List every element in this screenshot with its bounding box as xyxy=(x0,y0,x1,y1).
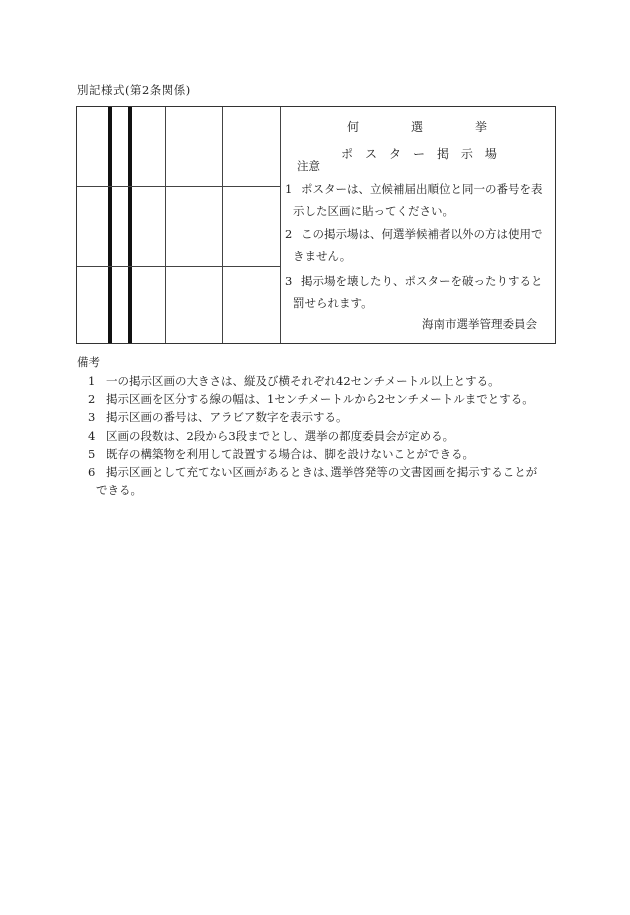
remark-item-number: 6 xyxy=(88,465,96,480)
notice-subtitle-char: ー xyxy=(412,147,425,161)
notice-item-text: この掲示場は、何選挙候補者以外の方は使用で xyxy=(301,227,543,241)
remarks-list xyxy=(88,372,558,499)
notice-item-continuation: 罰せられます。 xyxy=(293,296,373,310)
notice-item-text: 掲示場を壊したり、ポスターを破ったりすると xyxy=(301,274,543,288)
notice-title-char: 選 xyxy=(410,120,423,134)
notice-divider-line xyxy=(280,107,281,343)
remark-item-text: 掲示区画を区分する線の幅は、1センチメートルから2センチメートルまでとする。 xyxy=(106,392,534,407)
remark-item xyxy=(88,427,558,445)
thick-divider-line xyxy=(128,107,132,343)
remark-item xyxy=(88,445,558,463)
remarks-title: 備考 xyxy=(77,355,100,369)
caution-heading: 注意 xyxy=(297,159,320,173)
grid-line xyxy=(222,107,223,343)
notice-subtitle-char: 掲 xyxy=(436,147,449,161)
notice-item-continuation: きません。 xyxy=(293,249,352,263)
remark-item-text: 掲示区画の番号は、アラビア数字を表示する。 xyxy=(106,410,348,425)
notice-subtitle-char: 示 xyxy=(460,147,473,161)
notice-subtitle-char: タ xyxy=(388,147,401,161)
grid-line xyxy=(77,266,280,267)
grid-line xyxy=(77,186,280,187)
remark-item-number: 2 xyxy=(88,392,96,407)
remark-item xyxy=(88,390,558,408)
remark-item-continuation: できる。 xyxy=(96,483,142,498)
poster-board-form xyxy=(76,106,556,344)
notice-title xyxy=(347,119,487,135)
remark-item-text: 区画の段数は、2段から3段までとし、選挙の都度委員会が定める。 xyxy=(106,428,455,443)
thick-divider-line xyxy=(108,107,112,343)
remark-item xyxy=(88,372,558,390)
remark-item-number: 5 xyxy=(88,446,96,461)
notice-item-number: 2 xyxy=(285,227,293,241)
grid-line xyxy=(165,107,166,343)
notice-item-text: ポスターは、立候補届出順位と同一の番号を表 xyxy=(301,182,543,196)
remark-item-number: 1 xyxy=(88,374,96,388)
notice-title-char: 挙 xyxy=(474,120,487,134)
notice-item-continuation: 示した区画に貼ってください。 xyxy=(293,204,454,218)
remark-item-text: 既存の構築物を利用して設置する場合は、脚を設けないことができる。 xyxy=(106,446,474,461)
remark-item-text: 掲示区画として充てない区画があるときは､選挙啓発等の文書図画を掲示することが xyxy=(106,465,538,480)
remark-item xyxy=(88,408,558,426)
notice-subtitle-char: ポ xyxy=(341,147,354,161)
remark-item-number: 3 xyxy=(88,410,96,425)
notice-item-number: 3 xyxy=(285,274,293,288)
notice-subtitle xyxy=(341,146,497,162)
remark-item-number: 4 xyxy=(88,428,96,443)
notice-item xyxy=(285,270,551,314)
notice-item-number: 1 xyxy=(285,182,293,196)
notice-item xyxy=(285,178,551,222)
notice-title-char: 何 xyxy=(347,120,360,134)
notice-subtitle-char: ス xyxy=(364,147,377,161)
form-heading: 別記様式(第2条関係) xyxy=(77,83,191,97)
remark-item xyxy=(88,463,558,499)
remark-item-text: 一の掲示区画の大きさは、縦及び横それぞれ42センチメートル以上とする。 xyxy=(106,374,500,388)
notice-item xyxy=(285,223,551,267)
notice-subtitle-char: 場 xyxy=(484,147,497,161)
notice-signature: 海南市選挙管理委員会 xyxy=(422,317,537,331)
